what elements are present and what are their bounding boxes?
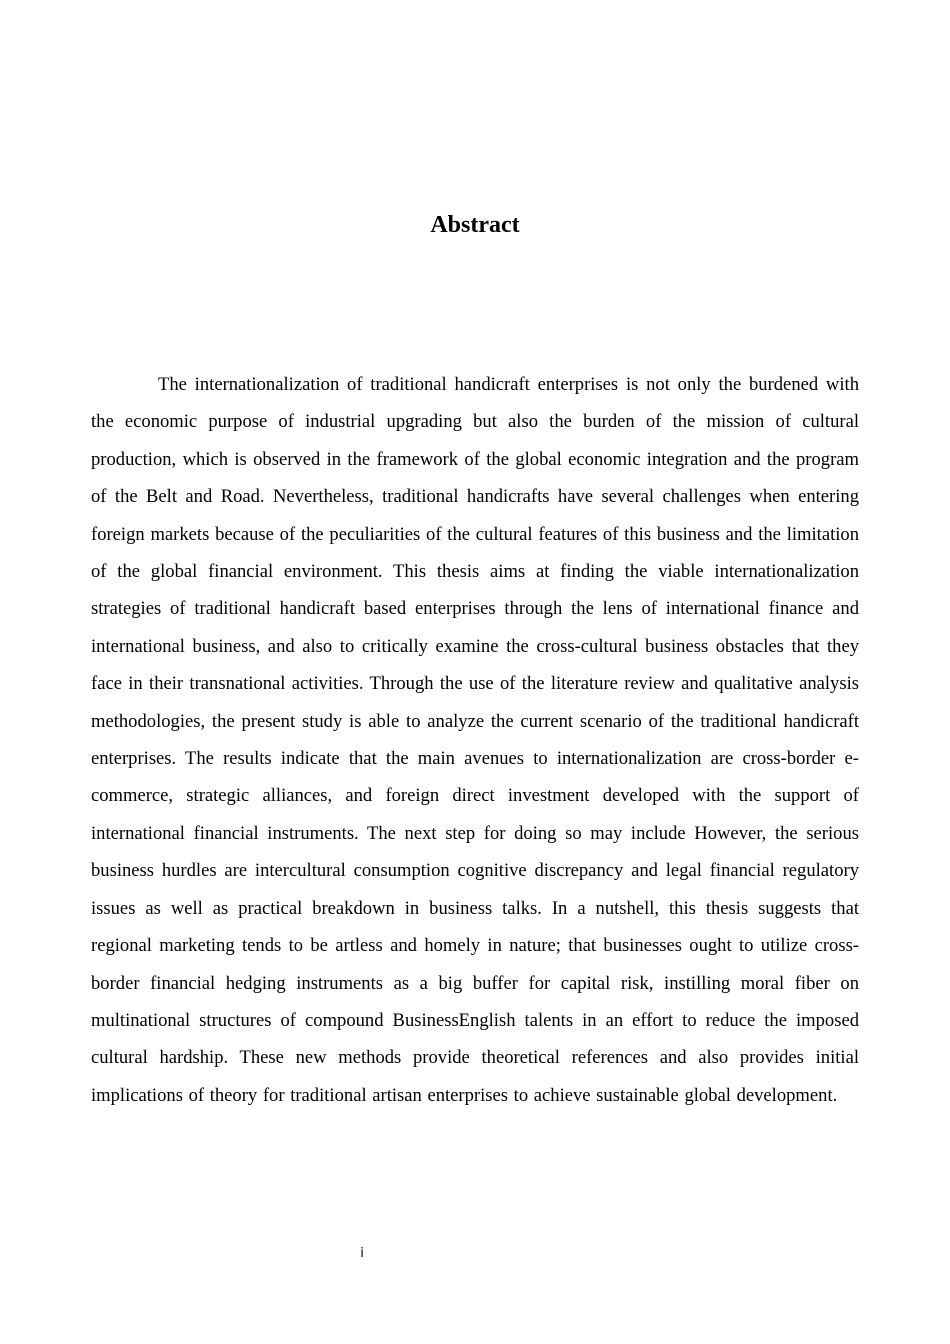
page-number: i	[360, 1246, 364, 1261]
page-title: Abstract	[430, 212, 520, 238]
abstract-paragraph: The internationalization of traditional handicraft enterprises is not only the burdened with the economic purpose of industrial upgrading but also the burden of the mission of cultural production, which is observed in the framework of the global economic integration and the program of the Belt and Road. Nevertheless, traditional handicrafts have several challenges when entering foreign markets because of the peculiarities of the cultural features of this business and the limitation of the global financial environment. This thesis aims at finding the viable internationalization strategies of traditional handicraft based enterprises through the lens of international finance and international business, and also to critically examine the cross-cultural business obstacles that they face in their transnational activities. Through the use of the literature review and qualitative analysis methodologies, the present study is able to analyze the current scenario of the traditional handicraft enterprises. The results indicate that the main avenues to internationalization are cross-border e-commerce, strategic alliances, and foreign direct investment developed with the support of international financial instruments. The next step for doing so may include However, the serious business hurdles are intercultural consumption cognitive discrepancy and legal financial regulatory issues as well as practical breakdown in business talks. In a nutshell, this thesis suggests that regional marketing tends to be artless and homely in nature; that businesses ought to utilize cross-border financial hedging instruments as a big buffer for capital risk, instilling moral fiber on multinational structures of compound BusinessEnglish talents in an effort to reduce the imposed cultural hardship. These new methods provide theoretical references and also provides initial implications of theory for traditional artisan enterprises to achieve sustainable global development.	[91, 374, 859, 1106]
